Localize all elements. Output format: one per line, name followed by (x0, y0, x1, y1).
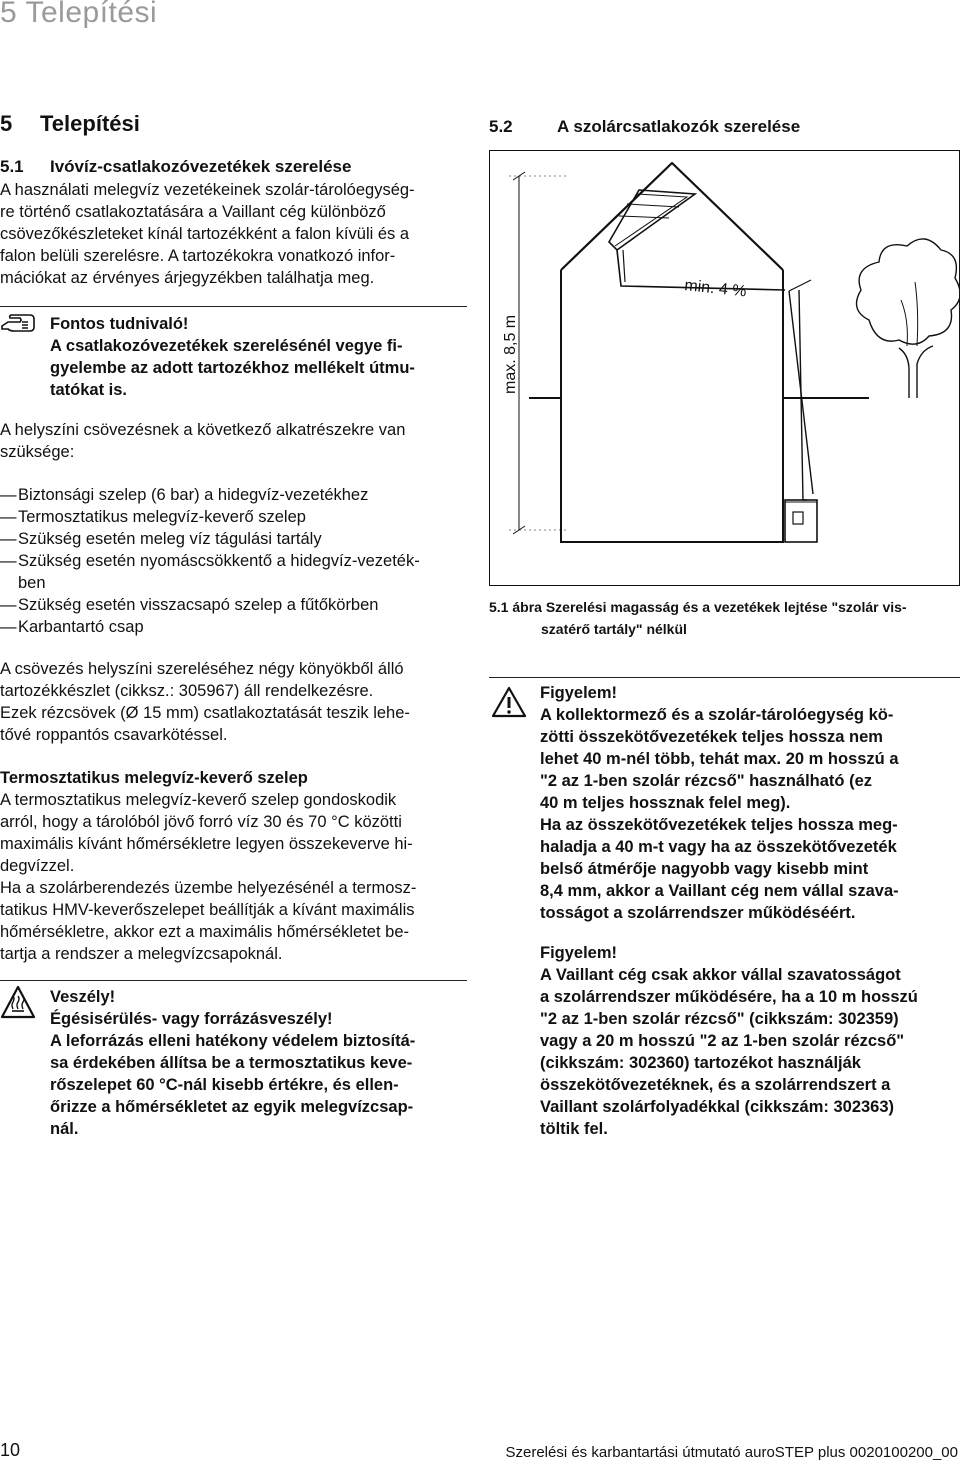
text-line: őrizze a hőmérsékletet az egyik melegvízcsap- (50, 1098, 414, 1116)
section-title: Telepítési (40, 111, 140, 136)
warning-block-2 (540, 942, 960, 1140)
list-item: — Szükség esetén visszacsapó szelep a fűtőkörben (0, 594, 467, 616)
text-line: 40 m teljes hossznak felel meg). (540, 794, 791, 812)
divider (0, 306, 467, 307)
basement-outline (561, 398, 783, 542)
text-line: lehet 40 m-nél több, tehát max. 20 m hosszú a (540, 750, 899, 768)
mixer-section (0, 767, 467, 965)
section-number: 5 (0, 111, 13, 136)
text-line: vagy a 20 m hosszú "2 az 1-ben szolár rézcső" (540, 1032, 905, 1050)
text-line: szüksége: (0, 443, 75, 461)
warning-title: Figyelem! (540, 944, 618, 962)
mixer-heading: Termosztatikus melegvíz-keverő szelep (0, 769, 308, 787)
hot-surface-warning-icon (0, 985, 36, 1024)
text-line: arról, hogy a tárolóból jövő forró víz 30 és 70 °C közötti (0, 813, 402, 831)
pointing-hand-icon (0, 312, 36, 339)
text-line: sa érdekében állítsa be a termosztatikus keve- (50, 1054, 413, 1072)
text-line: haladja a 40 m-t vagy ha az összekötővezeték (540, 838, 897, 856)
storage-unit (785, 500, 817, 542)
caption-line: Szerelési magasság és a vezetékek lejtése "szolár vis- (545, 599, 907, 615)
text-line: A használati melegvíz vezetékeinek szolár-tárolóegység- (0, 181, 415, 199)
text-line: rőszelepet 60 °C-nál kisebb értékre, és ellen- (50, 1076, 399, 1094)
list-item: — Szükség esetén nyomáscsökkentő a hidegvíz-vezeték- (0, 550, 467, 572)
text-line: tatikus HMV-keverőszelepet beállítják a kívánt maximális (0, 901, 415, 919)
text-line: A Vaillant cég csak akkor vállal szavatosságot (540, 966, 901, 984)
caption-line: szatérő tartály" nélkül (541, 621, 687, 637)
warning-icon (491, 686, 527, 723)
list-item: — Szükség esetén meleg víz tágulási tartály (0, 528, 467, 550)
text-line: Ha az összekötővezetékek teljes hossza meg- (540, 816, 898, 834)
text-line: gyelembe az adott tartozékhoz mellékelt útmu- (50, 359, 415, 377)
warning-title: Figyelem! (540, 684, 618, 702)
text-line: tartja a rendszer a melegvízcsapoknál. (0, 945, 283, 963)
divider (489, 677, 960, 678)
subsection-title: A szolárcsatlakozók szerelése (557, 117, 801, 136)
section-heading (0, 111, 467, 137)
height-label: max. 8,5 m (502, 314, 519, 394)
components-intro (0, 419, 467, 463)
figure-caption (489, 596, 960, 640)
text-line: maximális kívánt hőmérsékletre legyen összekeverve hi- (0, 835, 413, 853)
text-line: Ezek rézcsövek (Ø 15 mm) csatlakoztatását teszik lehe- (0, 704, 410, 722)
danger-block (50, 986, 470, 1140)
note-block (50, 313, 470, 401)
subsection-title: Ivóvíz-csatlakozóvezetékek szerelése (50, 157, 352, 176)
kit-paragraph (0, 658, 467, 746)
list-item-continuation: ben (18, 574, 46, 592)
text-line: A termosztatikus melegvíz-keverő szelep gondoskodik (0, 791, 397, 809)
installation-figure (489, 150, 960, 586)
list-item: — Karbantartó csap (0, 616, 467, 638)
list-item: — Termosztatikus melegvíz-keverő szelep (0, 506, 467, 528)
text-line: 8,4 mm, akkor a Vaillant cég nem vállal szava- (540, 882, 899, 900)
tree (857, 239, 960, 398)
text-line: belső átmérője nagyobb vagy kisebb mint (540, 860, 869, 878)
text-line: Ha a szolárberendezés üzembe helyezésénél a termosz- (0, 879, 417, 897)
text-line: csövezőkészleteket kínál tartozékként a falon kívüli és a (0, 225, 410, 243)
collector-panel (609, 190, 695, 250)
note-title: Fontos tudnivaló! (50, 315, 189, 333)
page-number: 10 (0, 1440, 21, 1460)
text-line: hőmérsékletre, akkor ezt a maximális hőmérsékletet be- (0, 923, 409, 941)
text-line: A kollektormező és a szolár-tárolóegység kö- (540, 706, 894, 724)
text-line: Vaillant szolárfolyadékkal (cikkszám: 302363) (540, 1098, 895, 1116)
subsection-number: 5.2 (489, 117, 513, 136)
roof-outline (561, 163, 783, 270)
text-line: mációkat az érvényes árjegyzékben találhatja meg. (0, 269, 375, 287)
caption-number: 5.1 ábra (489, 599, 542, 615)
text-line: a szolárrendszer működésére, ha a 10 m hosszú (540, 988, 918, 1006)
intro-paragraph (0, 179, 467, 289)
divider (0, 980, 467, 981)
subsection-heading-5-1 (0, 157, 467, 177)
text-line: tartozékkészlet (cikksz.: 305967) áll rendelkezésre. (0, 682, 374, 700)
text-line: A csatlakozóvezetékek szerelésénél vegye fi- (50, 337, 403, 355)
text-line: degvízzel. (0, 857, 75, 875)
text-line: re történő csatlakoztatására a Vaillant cég különböző (0, 203, 386, 221)
danger-title: Veszély! (50, 988, 116, 1006)
components-list (0, 484, 467, 638)
document-title: Szerelési és karbantartási útmutató auroSTEP plus 0020100200_00 (505, 1444, 958, 1461)
text-line: falon belüli szerelésre. A tartozékokra vonatkozó infor- (0, 247, 396, 265)
text-line: összekötővezetéknek, és a szolárrendszert a (540, 1076, 891, 1094)
danger-subtitle: Égésisérülés- vagy forrázásveszély! (50, 1010, 333, 1028)
slope-label: min. 4 % (683, 277, 748, 301)
text-line: zötti összekötővezetékek teljes hossza nem (540, 728, 883, 746)
text-line: nál. (50, 1120, 79, 1138)
text-line: "2 az 1-ben szolár rézcső" (cikkszám: 302359) (540, 1010, 899, 1028)
text-line: tosságot a szolárrendszer működéséért. (540, 904, 856, 922)
text-line: A leforrázás elleni hatékony védelem biztosítá- (50, 1032, 416, 1050)
subsection-heading-5-2 (489, 117, 959, 137)
text-line: A helyszíni csövezésnek a következő alkatrészekre van (0, 421, 406, 439)
running-header: 5 Telepítési (0, 0, 158, 29)
subsection-number: 5.1 (0, 157, 24, 176)
text-line: "2 az 1-ben szolár rézcső" használható (ez (540, 772, 872, 790)
text-line: tővé roppantós csavarkötéssel. (0, 726, 228, 744)
text-line: tatókat is. (50, 381, 128, 399)
text-line: (cikkszám: 302360) tartozékot használják (540, 1054, 861, 1072)
text-line: töltik fel. (540, 1120, 608, 1138)
figure-drawing (489, 150, 960, 586)
warning-block-1 (540, 682, 960, 924)
text-line: A csövezés helyszíni szereléséhez négy könyökből álló (0, 660, 404, 678)
list-item: — Biztonsági szelep (6 bar) a hidegvíz-vezetékhez (0, 484, 467, 506)
